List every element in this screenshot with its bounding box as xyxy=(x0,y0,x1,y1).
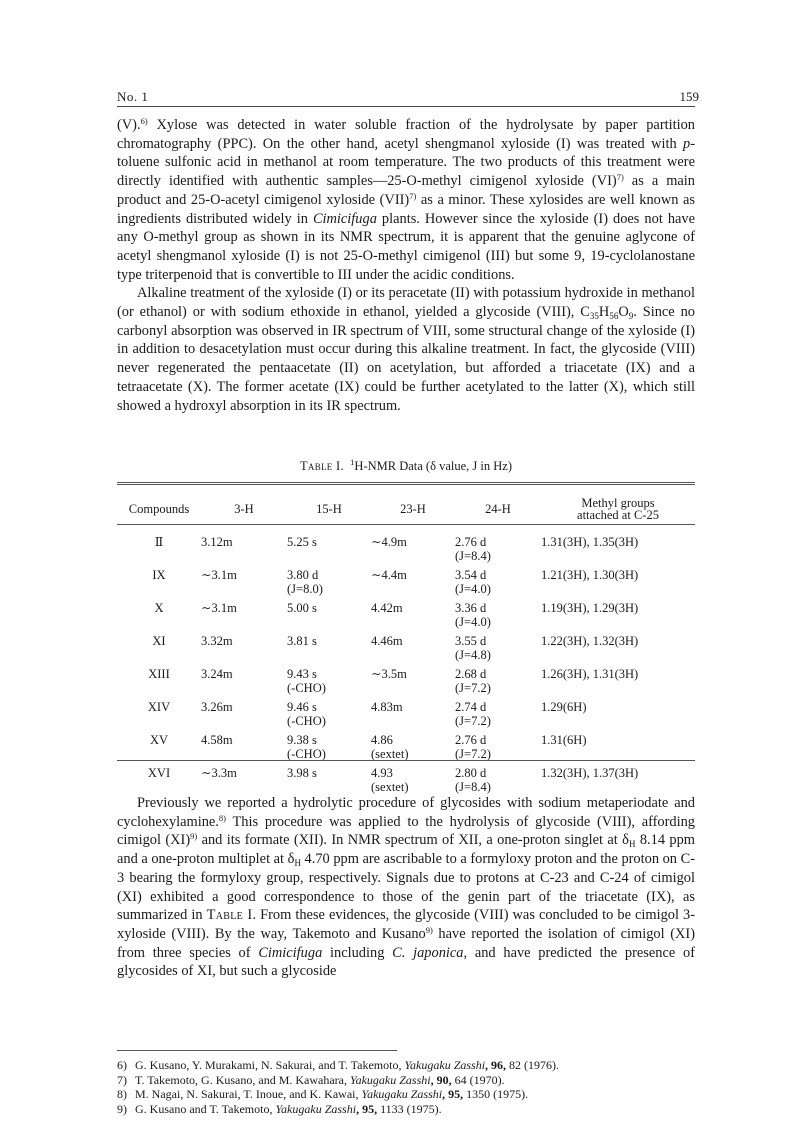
cell-compound: XIII xyxy=(148,667,170,681)
ref-6[interactable]: 6) xyxy=(140,116,148,126)
table-row xyxy=(117,568,695,601)
col-header-compounds: Compounds xyxy=(128,502,190,516)
header-rule xyxy=(117,106,695,107)
cell-23h: ∼4.9m xyxy=(371,535,407,549)
footnote: 9) G. Kusano and T. Takemoto, Yakugaku Zasshi, 95, 1133 (1975). xyxy=(117,1101,442,1116)
cell-methyl: 1.19(3H), 1.29(3H) xyxy=(541,601,639,615)
cell-3h: 3.26m xyxy=(201,700,233,714)
cell-15h: 3.98 s xyxy=(287,766,317,780)
cell-compound: IX xyxy=(152,568,166,582)
journal-issue: No. 1 xyxy=(117,89,149,104)
footnote: 6) G. Kusano, Y. Murakami, N. Sakurai, and T. Takemoto, Yakugaku Zasshi, 96, 82 (1976). xyxy=(117,1058,560,1072)
paragraph-3: Previously we reported a hydrolytic procedure of glycosides with sodium metaperiodate and cyclohexylamine.$^{8)}$ This procedure was applied to the hydrolysis of glycoside (VIII), affording cimigol (XI)$^{9)}$ and its formate (XII). In NMR spectrum of XII, a one-proton singlet at $\delta_H$ 8.14 ppm and a one-proton multiplet at $\delta_H$ 4.70 ppm are ascribable to a formyloxy proton and the proton on C-3 bearing the formyloxy group, respectively. Signals due to protons at C-23 and C-24 of cimigol (XI) exhibited a good correspondence to those of the genin part of the triacetate (IX), as summarized in Table I. From these evidences, the glycoside (VIII) was concluded to be cimigol 3-xyloside (VIII). By the way, Takemoto and Kusano$^{9)}$ have reported the isolation of cimigol (XI) from three species of Cimicifuga including C. japonica, and have predicted the presence of glycosides of XI, but such a glycoside xyxy=(117,795,696,980)
cell-3h: ∼3.3m xyxy=(201,766,237,780)
ref-7b[interactable]: 7) xyxy=(409,190,417,201)
footnotes xyxy=(117,1058,695,1116)
cell-3h: 4.58m xyxy=(201,733,233,747)
cell-compound: XI xyxy=(152,634,166,648)
cell-3h: 3.12m xyxy=(201,535,233,549)
footnote-rule xyxy=(117,1050,397,1051)
cell-15h: 3.80 d (J=8.0) xyxy=(287,568,323,596)
nmr-data-table xyxy=(117,494,695,799)
cell-23h: 4.42m xyxy=(371,601,403,615)
cell-15h: 3.81 s xyxy=(287,634,317,648)
page-header xyxy=(117,86,699,106)
ref-8[interactable]: 8) xyxy=(218,812,226,823)
cell-23h: 4.86 (sextet) xyxy=(371,733,409,761)
table-row xyxy=(117,535,695,568)
col-header-3h: 3-H xyxy=(234,502,254,516)
table-row xyxy=(117,700,695,733)
cell-methyl: 1.21(3H), 1.30(3H) xyxy=(541,568,639,582)
cell-24h: 2.76 d (J=7.2) xyxy=(455,733,491,761)
cell-3h: ∼3.1m xyxy=(201,568,237,582)
table-bottom-rule xyxy=(117,760,695,761)
footnote: 7) T. Takemoto, G. Kusano, and M. Kawahara, Yakugaku Zasshi, 90, 64 (1970). xyxy=(117,1072,505,1087)
cell-15h: 9.38 s (-CHO) xyxy=(287,733,326,761)
cell-compound: Ⅱ xyxy=(154,535,164,549)
cell-23h: 4.93 (sextet) xyxy=(371,766,409,794)
ref-9b[interactable]: 9) xyxy=(425,924,433,935)
page-number: 159 xyxy=(679,89,699,104)
cell-3h: ∼3.1m xyxy=(201,601,237,615)
ref-7[interactable]: 7) xyxy=(616,172,624,183)
table-row xyxy=(117,733,695,766)
col-header-methyl: Methyl groups attached at C-25 xyxy=(577,496,659,522)
cell-3h: 3.32m xyxy=(201,634,233,648)
paragraph-1: (V).$^{6)}$ Xylose was detected in water soluble fraction of the hydrolysate by paper partition chromatography (PPC). On the other hand, acetyl shengmanol xyloside (I) was treated with p-toluene sulfonic acid in methanol at room temperature. The two products of this treatment were directly identified with authentic samples—25-O-methyl cimigenol xyloside (VI)$^{7)}$ as a main product and 25-O-acetyl cimigenol xyloside (VII)$^{7)}$ as a minor. These xylosides are well known as ingredients distributed widely in Cimicifuga plants. However since the xyloside (I) does not have any O-methyl group as shown in its NMR spectrum, it is apparent that the genuine aglycone of acetyl shengmanol xyloside (I) is not 25-O-methyl cimigenol (III) but some 9, 19-cyclolanostane type triterpenoid that is convertible to III under the acidic conditions. xyxy=(117,116,696,283)
table-row xyxy=(117,634,695,667)
cell-methyl: 1.32(3H), 1.37(3H) xyxy=(541,766,639,780)
cell-methyl: 1.31(3H), 1.35(3H) xyxy=(541,535,639,549)
cell-24h: 3.54 d (J=4.0) xyxy=(455,568,491,596)
table-reference[interactable]: Table I xyxy=(206,907,253,924)
footnote: 8) M. Nagai, N. Sakurai, T. Inoue, and K. Kawai, Yakugaku Zasshi, 95, 1350 (1975). xyxy=(117,1087,529,1102)
col-header-23h: 23-H xyxy=(400,502,426,516)
table-row xyxy=(117,601,695,634)
cell-24h: 2.68 d (J=7.2) xyxy=(455,667,491,695)
ref-9[interactable]: 9) xyxy=(190,831,198,842)
cell-24h: 2.76 d (J=8.4) xyxy=(455,535,491,563)
cell-24h: 3.55 d (J=4.8) xyxy=(455,634,491,662)
cell-23h: 4.46m xyxy=(371,634,403,648)
cell-compound: X xyxy=(154,601,164,615)
paragraph-2: Alkaline treatment of the xyloside (I) or its peracetate (II) with potassium hydroxide in methanol (or ethanol) or with sodium ethoxide in ethanol, yielded a glycoside (VIII), $C_{35}H_{56}O_9$. Since no carbonyl absorption was observed in IR spectrum of VIII, some structural change of the xyloside (I) in addition to desacetylation must occur during this alkaline treatment. In fact, the glycoside (VIII) never regenerated the pentaacetate (II) on acetylation, but afforded a triacetate (IX) and a tetraacetate (X). The former acetate (IX) could be further acetylated to the latter (X), which still showed a hydroxyl absorption in its IR spectrum. xyxy=(117,285,695,414)
table-top-rule xyxy=(117,482,695,485)
cell-23h: 4.83m xyxy=(371,700,403,714)
cell-24h: 3.36 d (J=4.0) xyxy=(455,601,491,629)
cell-3h: 3.24m xyxy=(201,667,233,681)
cell-compound: XV xyxy=(149,733,169,747)
table-caption: Table I. $^1$H-NMR Data (δ value, J in Hz) xyxy=(299,457,513,473)
cell-methyl: 1.29(6H) xyxy=(541,700,587,714)
body-text-bottom xyxy=(117,794,695,981)
col-header-15h: 15-H xyxy=(316,502,342,516)
cell-24h: 2.80 d (J=8.4) xyxy=(455,766,491,794)
table-row xyxy=(117,667,695,700)
cell-24h: 2.74 d (J=7.2) xyxy=(455,700,491,728)
body-text-top xyxy=(117,116,695,415)
cell-15h: 9.43 s (-CHO) xyxy=(287,667,326,695)
cell-methyl: 1.22(3H), 1.32(3H) xyxy=(541,634,639,648)
cell-15h: 9.46 s (-CHO) xyxy=(287,700,326,728)
cell-methyl: 1.26(3H), 1.31(3H) xyxy=(541,667,639,681)
cell-23h: ∼4.4m xyxy=(371,568,407,582)
cell-23h: ∼3.5m xyxy=(371,667,407,681)
cell-compound: XIV xyxy=(147,700,171,714)
table-header-row xyxy=(117,494,695,525)
col-header-24h: 24-H xyxy=(485,502,511,516)
cell-methyl: 1.31(6H) xyxy=(541,733,587,747)
cell-compound: XVI xyxy=(147,766,171,780)
cell-15h: 5.25 s xyxy=(287,535,317,549)
cell-15h: 5.00 s xyxy=(287,601,317,615)
